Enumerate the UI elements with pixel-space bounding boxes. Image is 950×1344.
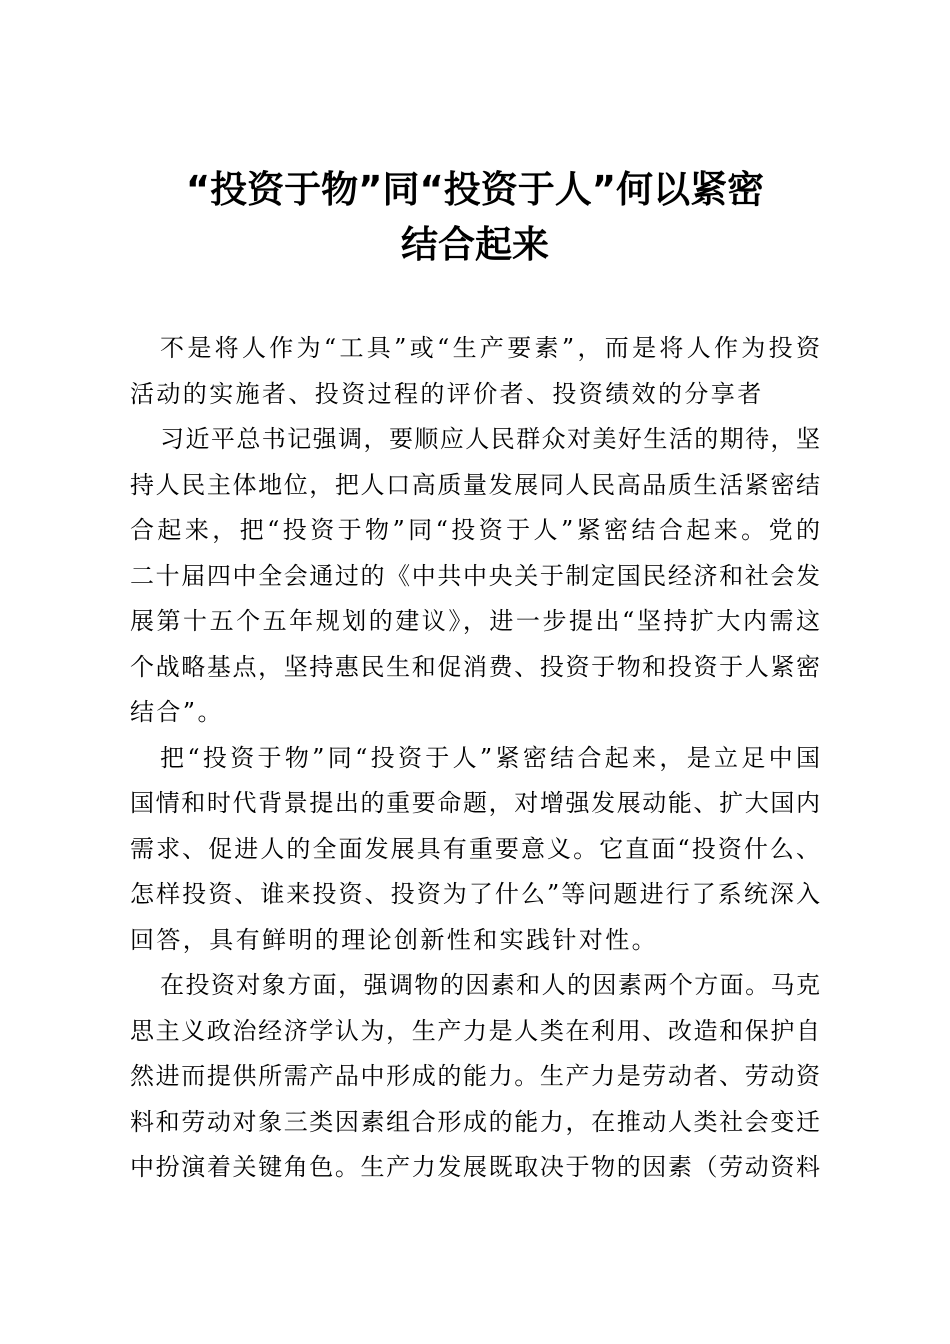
paragraph-line: 习近平总书记强调，要顺应人民群众对美好生活的期待，坚 [160,425,820,453]
paragraph-line: 不是将人作为“工具”或“生产要素”，而是将人作为投资 [160,334,820,362]
paragraph-line: 怎样投资、谁来投资、投资为了什么”等问题进行了系统深入 [130,880,820,908]
paragraph-line: 需求、促进人的全面发展具有重要意义。它直面“投资什么、 [130,834,820,863]
paragraph-line: 思主义政治经济学认为，生产力是人类在利用、改造和保护自 [130,1016,820,1045]
paragraph [130,736,820,964]
paragraph-line: 回答，具有鲜明的理论创新性和实践针对性。 [130,925,658,954]
title-line-1: “投资于物”同“投资于人”何以紧密 [185,168,765,211]
paragraph-line: 展第十五个五年规划的建议》，进一步提出“坚持扩大内需这 [130,607,820,635]
paragraph-line: 在投资对象方面，强调物的因素和人的因素两个方面。马克 [160,971,820,999]
paragraph-line: 中扮演着关键角色。生产力发展既取决于物的因素（劳动资料 [130,1153,820,1181]
paragraph-line: 合起来，把“投资于物”同“投资于人”紧密结合起来。党的 [130,516,820,544]
document-body [130,326,820,1191]
paragraph [130,963,820,1191]
paragraph-line: 个战略基点，坚持惠民生和促消费、投资于物和投资于人紧密 [130,652,820,681]
paragraph [130,326,820,417]
document-title [0,162,950,272]
paragraph-line: 然进而提供所需产品中形成的能力。生产力是劳动者、劳动资 [130,1062,820,1090]
paragraph-line: 国情和时代背景提出的重要命题，对增强发展动能、扩大国内 [130,789,820,817]
title-line-2: 结合起来 [401,223,549,266]
paragraph-line: 结合”。 [130,698,224,726]
paragraph-line: 把“投资于物”同“投资于人”紧密结合起来，是立足中国 [160,743,820,772]
paragraph [130,417,820,736]
paragraph-line: 料和劳动对象三类因素组合形成的能力，在推动人类社会变迁 [130,1107,820,1136]
paragraph-line: 持人民主体地位，把人口高质量发展同人民高品质生活紧密结 [130,470,820,499]
paragraph-line: 二十届四中全会通过的《中共中央关于制定国民经济和社会发 [130,561,820,590]
paragraph-line: 活动的实施者、投资过程的评价者、投资绩效的分享者 [130,379,764,408]
